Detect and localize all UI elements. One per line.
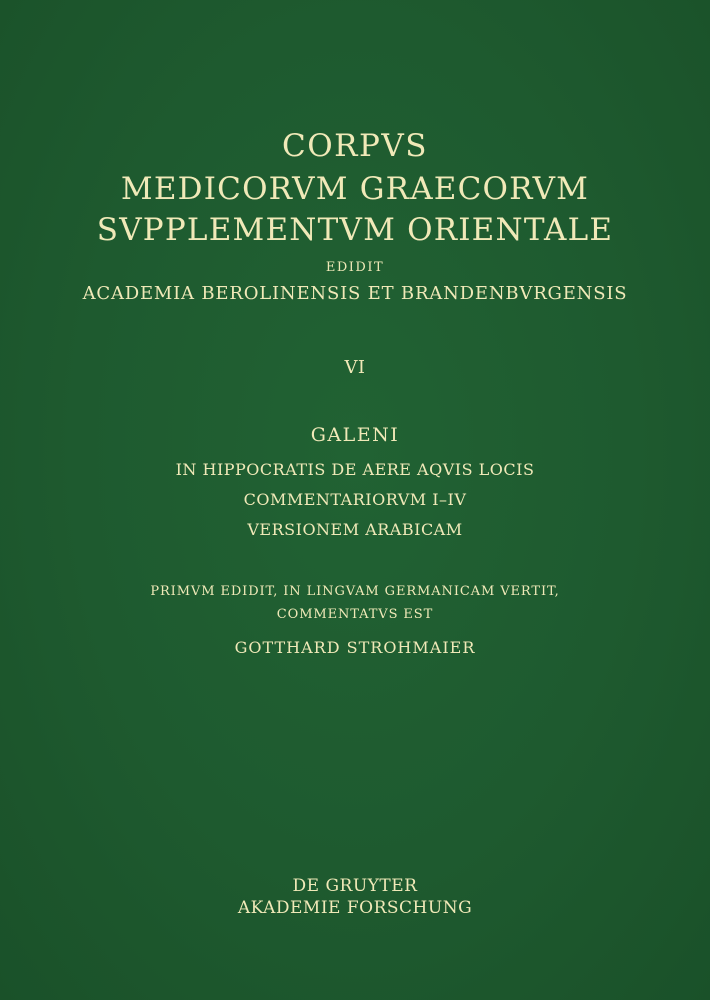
work-title-line-2: COMMENTARIORVM I–IV [243, 490, 467, 509]
series-title-line-3: SVPPLEMENTVM ORIENTALE [96, 212, 614, 248]
academy-name: ACADEMIA BEROLINENSIS ET BRANDENBVRGENSIS [82, 283, 628, 304]
work-title-line-1: IN HIPPOCRATIS DE AERE AQVIS LOCIS [175, 460, 535, 479]
edidit-label: EDIDIT [325, 260, 385, 275]
editor-note-line-1: PRIMVM EDIDIT, IN LINGVAM GERMANICAM VERTIT, [150, 584, 560, 599]
series-title-line-1: CORPVS [282, 128, 428, 164]
editor-name: GOTTHARD STROHMAIER [234, 638, 476, 657]
editor-note-line-2: COMMENTATVS EST [276, 607, 434, 622]
publisher-name: DE GRUYTER [292, 876, 418, 896]
work-author: GALENI [310, 424, 400, 446]
publisher-imprint: AKADEMIE FORSCHUNG [237, 898, 473, 918]
volume-number: VI [344, 357, 366, 378]
work-title-line-3: VERSIONEM ARABICAM [247, 520, 463, 539]
series-title-line-2: MEDICORVM GRAECORVM [120, 171, 590, 207]
